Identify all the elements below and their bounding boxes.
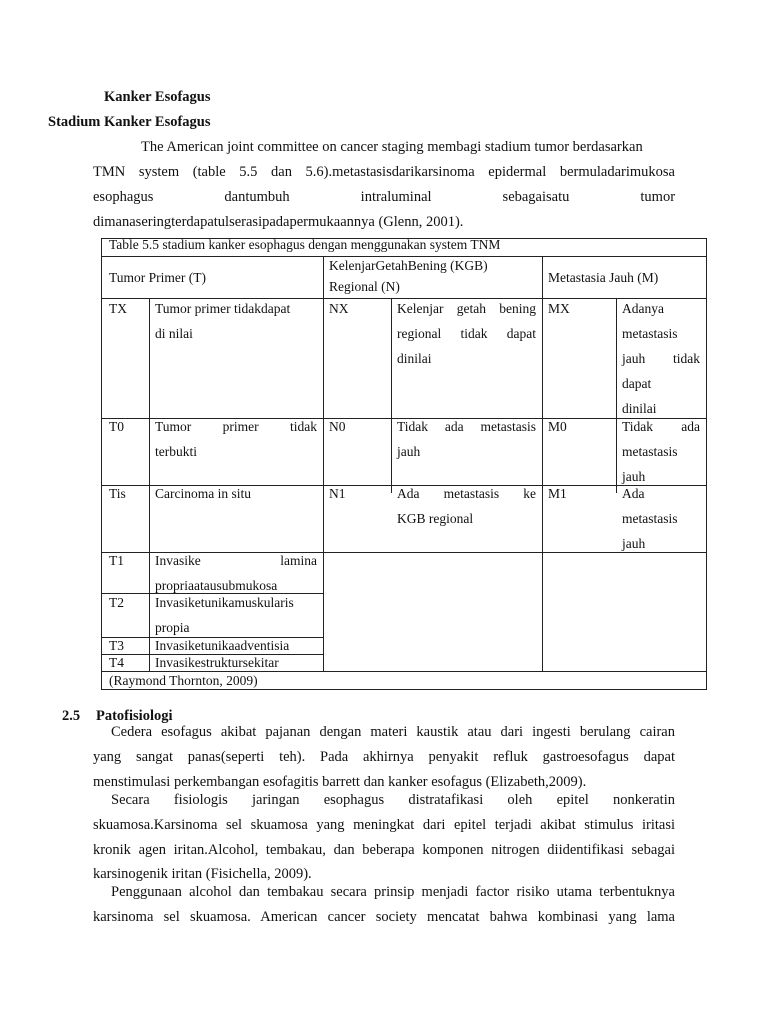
header-tumor-primer: Tumor Primer (T) [109,270,206,285]
para3-line1: Penggunaan alcohol dan tembakau secara prinsip menjadi factor risiko utama terbentuknya [111,884,675,900]
cell-t-desc: Invasiketunikamuskularis propia [155,595,294,635]
header-kgb-line2: Regional (N) [329,279,400,294]
intro-line-2: TMN system (table 5.5 dan 5.6).metastasisdarikarsinoma epidermal bermuladarimukosa [93,164,675,180]
cell-n-desc: Ada metastasis ke KGB regional [397,486,536,526]
cell-m-desc: Ada metastasis jauh [622,486,678,551]
intro-word: sebagaisatu [502,189,570,205]
intro-line-4: dimanaseringterdapatulserasipadapermukaannya (Glenn, 2001). [93,214,464,230]
intro-line-3 [93,189,675,206]
table-caption: Table 5.5 stadium kanker esophagus dengan menggunakan system TNM [109,237,501,252]
cell-t-desc: Carcinoma in situ [155,486,251,501]
intro-word: esophagus [93,189,154,205]
cell-t-code: Tis [109,486,126,501]
section-title: Patofisiologi [96,708,173,724]
para2-line3: kronik agen iritan.Alcohol, tembakau, dan beberapa komponen nitrogen diidentifikasi sebagai [93,842,675,858]
table-source: (Raymond Thornton, 2009) [109,673,258,688]
para3-line2: karsinoma sel skuamosa. American cancer society mencatat bahwa kombinasi yang lama [93,909,675,925]
header-metastasis: Metastasia Jauh (M) [548,270,659,285]
cell-t-desc: Invasike lamina propriaatausubmukosa [155,553,317,593]
intro-word: dantumbuh [224,189,290,205]
cell-t-code: T4 [109,655,124,670]
intro-line-1: The American joint committee on cancer staging membagi stadium tumor berdasarkan [141,139,643,155]
section-number: 2.5 [62,708,81,724]
cell-n-desc: Tidak ada metastasis jauh [397,419,536,459]
cell-n-code: N0 [329,419,346,434]
cell-m-code: M0 [548,419,567,434]
cell-t-code: TX [109,301,127,316]
para1-line2: yang sangat panas(seperti teh). Pada akhirnya penyakit refluk gastroesofagus dapat [93,749,675,765]
cell-n-code: N1 [329,486,346,501]
subtitle-stadium: Stadium Kanker Esofagus [48,114,211,130]
cell-t-desc: Invasikestruktursekitar [155,655,279,670]
cell-n-desc: Kelenjar getah bening regional tidak dapat dinilai [397,301,536,366]
cell-t-desc: Tumor primer tidak terbukti [155,419,317,459]
cell-m-code: M1 [548,486,567,501]
intro-word: intraluminal [360,189,432,205]
para1-line1: Cedera esofagus akibat pajanan dengan materi kaustik atau dari ingesti berulang cairan [111,724,675,740]
cell-n-code: NX [329,301,349,316]
intro-word: tumor [640,189,676,205]
cell-m-desc: Tidak ada metastasis jauh [622,419,700,484]
para2-line2: skuamosa.Karsinoma sel skuamosa yang meningkat dari epitel terjadi akibat stimulus iritasi [93,817,675,833]
cell-t-code: T0 [109,419,124,434]
para2-line4: karsinogenik iritan (Fisichella, 2009). [93,866,312,882]
title-kanker-esofagus: Kanker Esofagus [104,89,211,105]
cell-t-desc: Tumor primer tidakdapat di nilai [155,301,291,341]
cell-t-desc: Invasiketunikaadventisia [155,638,290,653]
tnm-table [101,238,707,690]
cell-m-code: MX [548,301,570,316]
cell-m-desc: Adanya metastasis jauh tidak dapat dinilai [622,301,700,416]
cell-t-code: T2 [109,595,124,610]
cell-t-code: T3 [109,638,124,653]
header-kgb-line1: KelenjarGetahBening (KGB) [329,258,488,273]
cell-t-code: T1 [109,553,124,568]
para2-line1: Secara fisiologis jaringan esophagus distratafikasi oleh epitel nonkeratin [111,792,675,808]
para1-line3: menstimulasi perkembangan esofagitis barrett dan kanker esofagus (Elizabeth,2009). [93,774,587,790]
